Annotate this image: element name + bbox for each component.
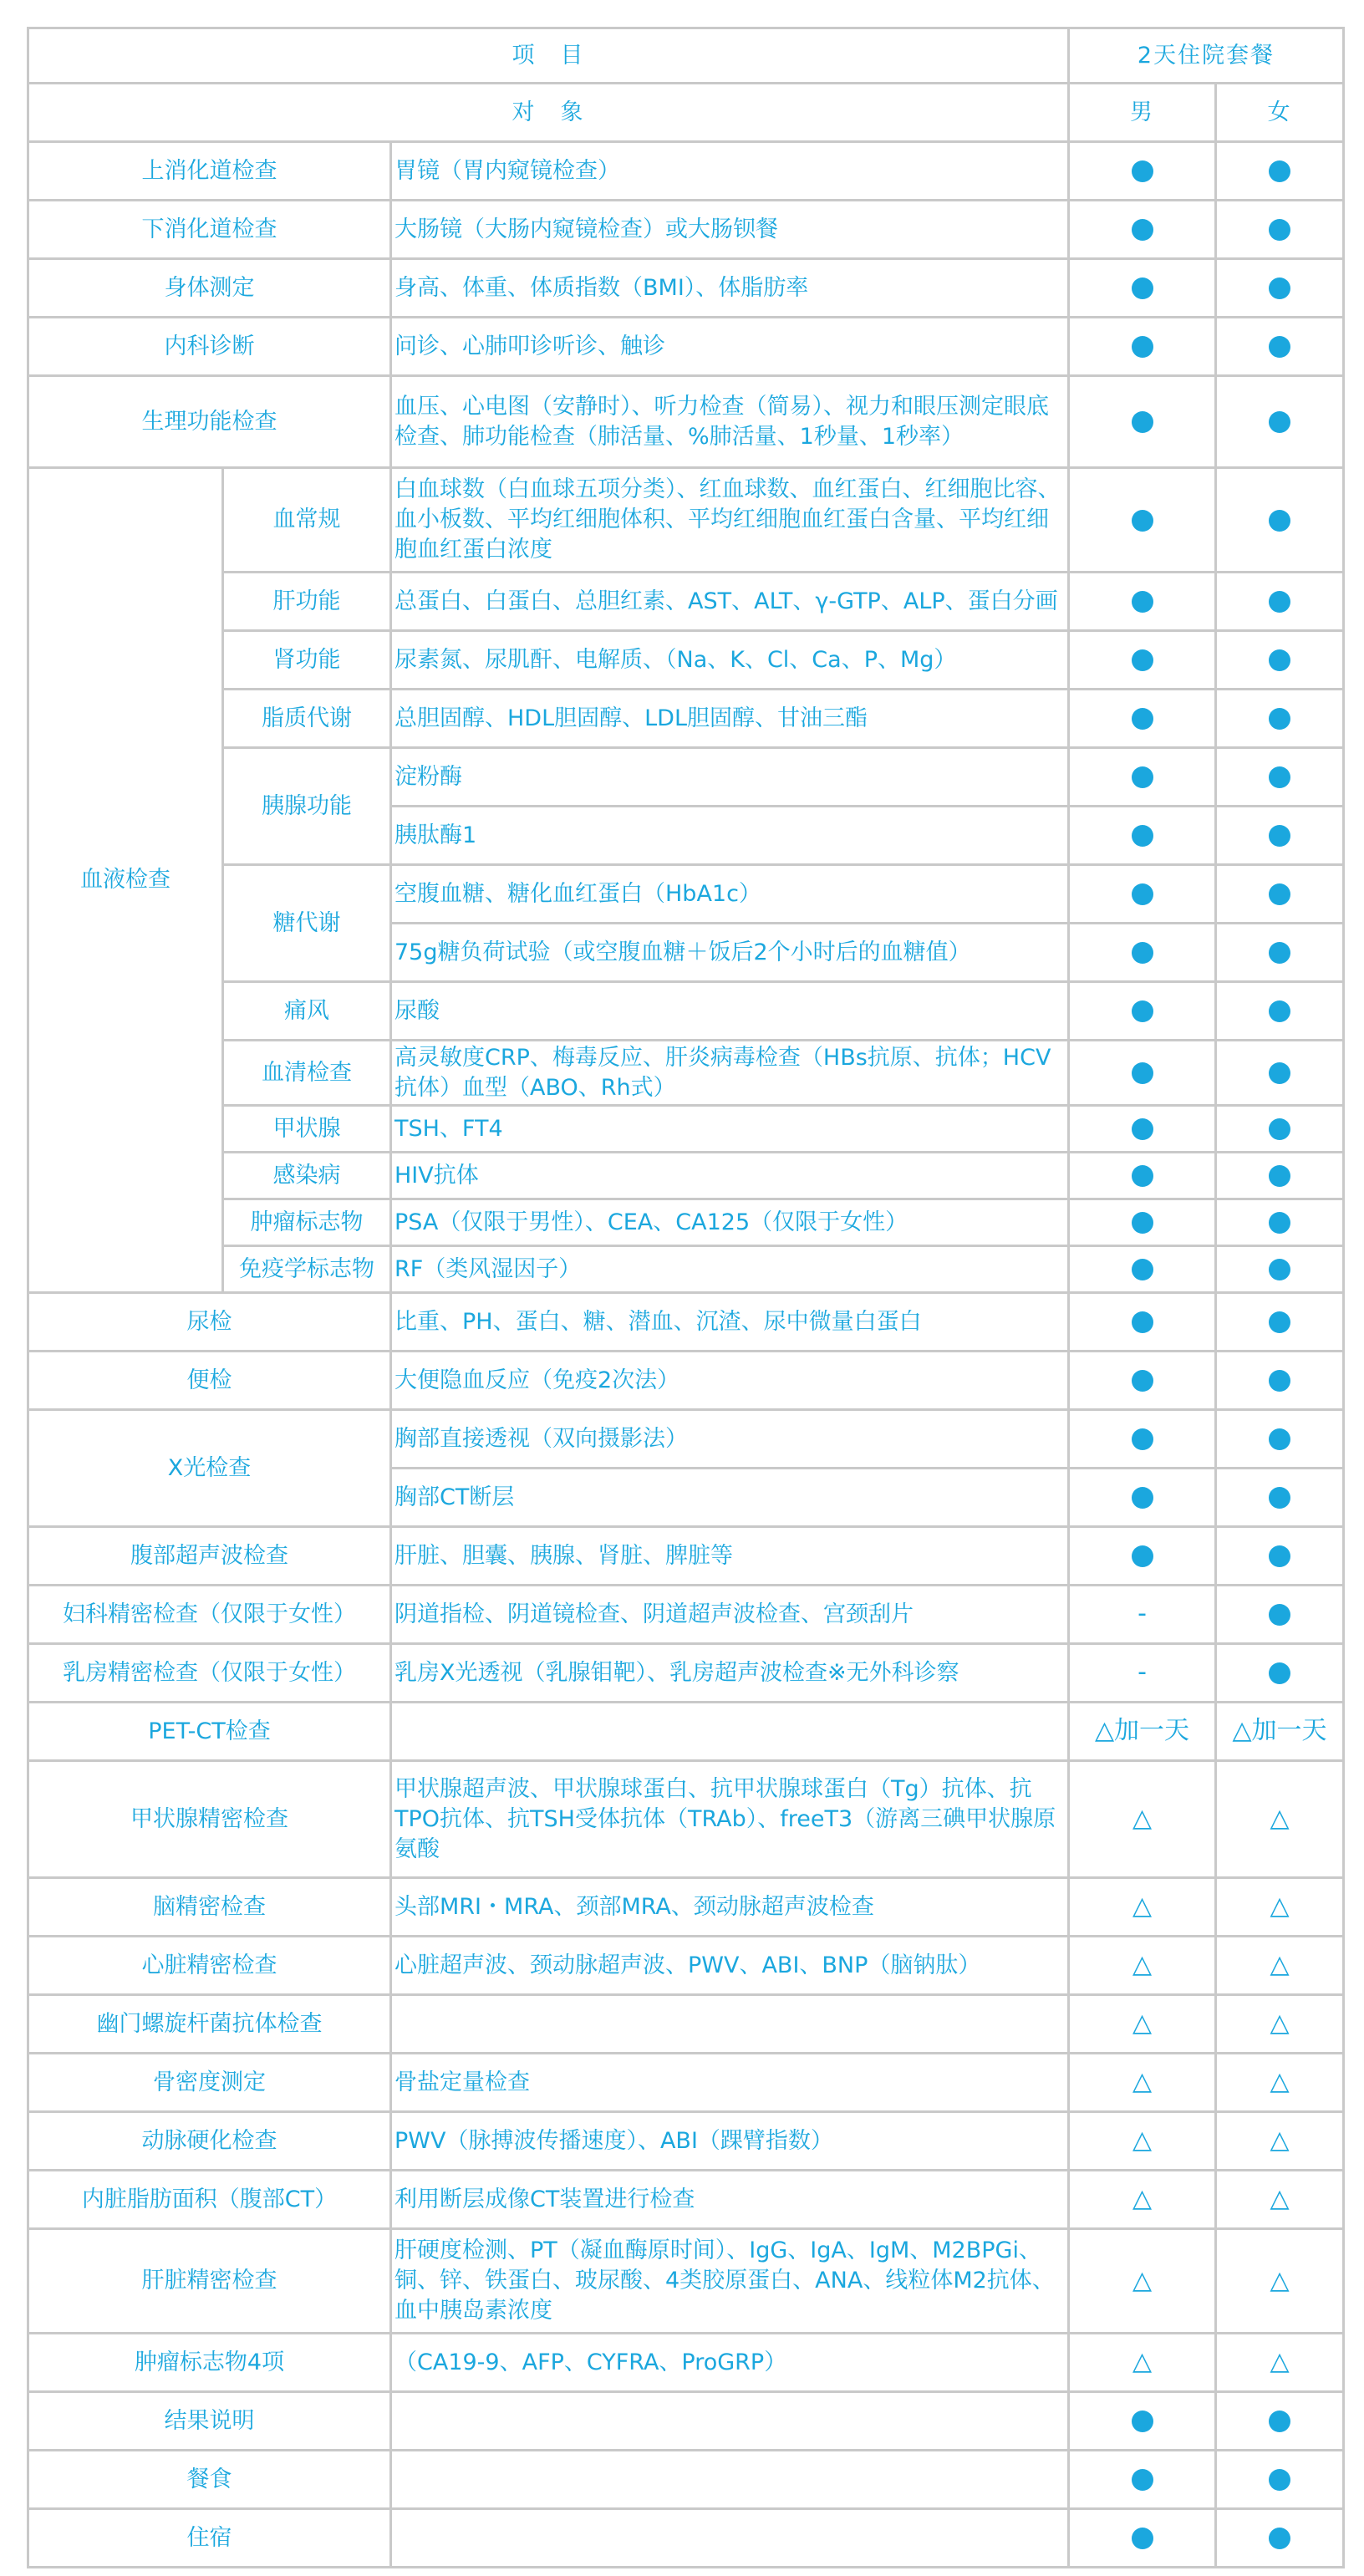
female-mark-cell <box>1216 1527 1344 1586</box>
female-mark-cell <box>1216 1041 1344 1106</box>
female-mark-cell <box>1216 2229 1344 2334</box>
items-cell: 胃镜（胃内窥镜检查） <box>391 142 1069 201</box>
included-dot-icon <box>1269 649 1290 671</box>
female-mark-cell <box>1216 1153 1344 1199</box>
items-cell: 高灵敏度CRP、梅毒反应、肝炎病毒检查（HBs抗原、抗体；HCV抗体）血型（ABO、Rh式） <box>391 1041 1069 1106</box>
included-dot-icon <box>1269 1212 1290 1234</box>
included-dot-icon <box>1269 825 1290 847</box>
female-mark-cell <box>1216 1761 1344 1878</box>
male-mark-cell <box>1069 142 1216 201</box>
blood-sub-cell: 痛风 <box>223 982 391 1041</box>
table-body <box>28 28 1344 2568</box>
included-dot-icon <box>1269 1118 1290 1140</box>
optional-mark: △ <box>1132 1804 1153 1833</box>
optional-mark: △ <box>1132 1891 1153 1921</box>
included-dot-icon <box>1132 1370 1153 1392</box>
female-mark-cell <box>1216 865 1344 924</box>
male-mark-cell <box>1069 318 1216 376</box>
category-cell: 餐食 <box>28 2451 391 2509</box>
male-mark-cell <box>1069 259 1216 318</box>
included-dot-icon <box>1269 942 1290 964</box>
optional-mark: △ <box>1270 1950 1290 1979</box>
male-mark-cell <box>1069 2451 1216 2509</box>
category-cell: 便检 <box>28 1352 391 1410</box>
category-cell: 下消化道检查 <box>28 201 391 259</box>
table-row <box>28 748 1344 807</box>
items-cell: 乳房X光透视（乳腺钼靶）、乳房超声波检查※无外科诊察 <box>391 1644 1069 1703</box>
female-mark-cell <box>1216 748 1344 807</box>
included-dot-icon <box>1269 1000 1290 1022</box>
included-dot-icon <box>1132 1118 1153 1140</box>
optional-mark: △ <box>1132 2067 1153 2096</box>
table-row <box>28 2392 1344 2451</box>
included-dot-icon <box>1132 411 1153 433</box>
included-dot-icon <box>1269 1311 1290 1333</box>
optional-mark: △ <box>1132 1950 1153 1979</box>
items-cell: PSA（仅限于男性）、CEA、CA125（仅限于女性） <box>391 1199 1069 1246</box>
included-dot-icon <box>1132 591 1153 613</box>
female-mark-cell <box>1216 982 1344 1041</box>
included-dot-icon <box>1269 1662 1290 1684</box>
optional-mark: △ <box>1132 2008 1153 2038</box>
female-mark-cell <box>1216 690 1344 748</box>
male-mark-cell <box>1069 2229 1216 2334</box>
included-dot-icon <box>1132 219 1153 241</box>
included-dot-icon <box>1132 2469 1153 2491</box>
included-dot-icon <box>1132 1487 1153 1509</box>
included-dot-icon <box>1132 1311 1153 1333</box>
table-row <box>28 1106 1344 1153</box>
table-row <box>28 865 1344 924</box>
included-dot-icon <box>1132 1212 1153 1234</box>
male-mark-cell <box>1069 807 1216 865</box>
optional-mark: △加一天 <box>1094 1716 1190 1745</box>
items-cell: 问诊、心肺叩诊听诊、触诊 <box>391 318 1069 376</box>
table-row <box>28 690 1344 748</box>
female-mark-cell <box>1216 573 1344 631</box>
optional-mark: △ <box>1270 2265 1290 2295</box>
category-cell: 腹部超声波检查 <box>28 1527 391 1586</box>
included-dot-icon <box>1132 942 1153 964</box>
optional-mark: △ <box>1270 1804 1290 1833</box>
table-row <box>28 376 1344 468</box>
table-row <box>28 573 1344 631</box>
items-cell: PWV（脉搏波传播速度）、ABI（踝臂指数） <box>391 2112 1069 2171</box>
table-row <box>28 2334 1344 2392</box>
male-mark-cell <box>1069 1644 1216 1703</box>
male-mark-cell <box>1069 865 1216 924</box>
blood-sub-cell: 免疫学标志物 <box>223 1246 391 1293</box>
table-row <box>28 201 1344 259</box>
female-mark-cell <box>1216 1703 1344 1761</box>
male-mark-cell <box>1069 2171 1216 2229</box>
category-cell: 幽门螺旋杆菌抗体检查 <box>28 1995 391 2054</box>
header-row-target <box>28 84 1344 142</box>
optional-mark: △ <box>1270 1891 1290 1921</box>
female-mark-cell <box>1216 2392 1344 2451</box>
included-dot-icon <box>1132 1062 1153 1084</box>
male-mark-cell <box>1069 468 1216 573</box>
male-mark-cell <box>1069 1761 1216 1878</box>
items-cell: 阴道指检、阴道镜检查、阴道超声波检查、宫颈刮片 <box>391 1586 1069 1644</box>
items-cell: 总胆固醇、HDL胆固醇、LDL胆固醇、甘油三酯 <box>391 690 1069 748</box>
included-dot-icon <box>1269 277 1290 299</box>
included-dot-icon <box>1269 2528 1290 2549</box>
xray-cell: X光检查 <box>28 1410 391 1527</box>
included-dot-icon <box>1132 2411 1153 2432</box>
blood-sub-cell: 血清检查 <box>223 1041 391 1106</box>
female-mark-cell <box>1216 2054 1344 2112</box>
male-mark-cell <box>1069 201 1216 259</box>
table-row <box>28 2229 1344 2334</box>
female-mark-cell <box>1216 807 1344 865</box>
female-mark-cell <box>1216 1878 1344 1937</box>
included-dot-icon <box>1132 825 1153 847</box>
included-dot-icon <box>1132 2528 1153 2549</box>
table-row <box>28 1878 1344 1937</box>
included-dot-icon <box>1132 708 1153 730</box>
category-cell: 内科诊断 <box>28 318 391 376</box>
male-mark-cell <box>1069 2054 1216 2112</box>
exam-package-table <box>27 27 1345 2568</box>
male-mark-cell <box>1069 2509 1216 2568</box>
category-cell: 妇科精密检查（仅限于女性） <box>28 1586 391 1644</box>
included-dot-icon <box>1269 1545 1290 1567</box>
optional-mark: △ <box>1270 2008 1290 2038</box>
not-applicable-mark: - <box>1138 1657 1147 1687</box>
items-cell: 75g糖负荷试验（或空腹血糖＋饭后2个小时后的血糖值） <box>391 924 1069 982</box>
blood-sub-cell: 胰腺功能 <box>223 748 391 865</box>
blood-sub-cell: 肾功能 <box>223 631 391 690</box>
male-mark-cell <box>1069 1527 1216 1586</box>
category-cell: PET-CT检查 <box>28 1703 391 1761</box>
category-cell: 上消化道检查 <box>28 142 391 201</box>
male-mark-cell <box>1069 1352 1216 1410</box>
table-row <box>28 1761 1344 1878</box>
included-dot-icon <box>1132 277 1153 299</box>
male-mark-cell <box>1069 376 1216 468</box>
category-cell: 肿瘤标志物4项 <box>28 2334 391 2392</box>
included-dot-icon <box>1269 766 1290 788</box>
category-cell: 结果说明 <box>28 2392 391 2451</box>
items-cell: （CA19-9、AFP、CYFRA、ProGRP） <box>391 2334 1069 2392</box>
items-cell: 肝脏、胆囊、胰腺、肾脏、脾脏等 <box>391 1527 1069 1586</box>
items-cell: 比重、PH、蛋白、糖、潜血、沉渣、尿中微量白蛋白 <box>391 1293 1069 1352</box>
header-row-item <box>28 28 1344 84</box>
table-row <box>28 1703 1344 1761</box>
female-mark-cell <box>1216 376 1344 468</box>
included-dot-icon <box>1269 1428 1290 1450</box>
male-mark-cell <box>1069 1153 1216 1199</box>
included-dot-icon <box>1269 2469 1290 2491</box>
male-mark-cell <box>1069 1199 1216 1246</box>
included-dot-icon <box>1269 883 1290 905</box>
optional-mark: △ <box>1270 2125 1290 2155</box>
male-mark-cell <box>1069 748 1216 807</box>
optional-mark: △ <box>1132 2184 1153 2213</box>
optional-mark: △ <box>1132 2347 1153 2376</box>
items-cell: 胸部直接透视（双向摄影法） <box>391 1410 1069 1469</box>
female-mark-cell <box>1216 259 1344 318</box>
included-dot-icon <box>1132 1165 1153 1187</box>
items-cell: 身高、体重、体质指数（BMI）、体脂肪率 <box>391 259 1069 318</box>
female-mark-cell <box>1216 2334 1344 2392</box>
female-mark-cell <box>1216 1995 1344 2054</box>
category-cell: 脑精密检查 <box>28 1878 391 1937</box>
items-cell: 甲状腺超声波、甲状腺球蛋白、抗甲状腺球蛋白（Tg）抗体、抗TPO抗体、抗TSH受体抗体（TRAb）、freeT3（游离三碘甲状腺原氨酸 <box>391 1761 1069 1878</box>
female-mark-cell <box>1216 1644 1344 1703</box>
male-mark-cell <box>1069 2112 1216 2171</box>
optional-mark: △ <box>1132 2125 1153 2155</box>
items-cell: 头部MRI・MRA、颈部MRA、颈动脉超声波检查 <box>391 1878 1069 1937</box>
female-mark-cell <box>1216 1937 1344 1995</box>
items-cell: 大肠镜（大肠内窥镜检查）或大肠钡餐 <box>391 201 1069 259</box>
table-row <box>28 259 1344 318</box>
blood-sub-cell: 感染病 <box>223 1153 391 1199</box>
table-row <box>28 2171 1344 2229</box>
items-cell: RF（类风湿因子） <box>391 1246 1069 1293</box>
male-mark-cell <box>1069 1106 1216 1153</box>
male-mark-cell <box>1069 1469 1216 1527</box>
table-row <box>28 1644 1344 1703</box>
included-dot-icon <box>1132 1259 1153 1280</box>
items-cell <box>391 2451 1069 2509</box>
included-dot-icon <box>1132 160 1153 182</box>
female-mark-cell <box>1216 468 1344 573</box>
table-row <box>28 1293 1344 1352</box>
items-cell: 尿素氮、尿肌酐、电解质、（Na、K、Cl、Ca、P、Mg） <box>391 631 1069 690</box>
items-cell: 尿酸 <box>391 982 1069 1041</box>
included-dot-icon <box>1132 1000 1153 1022</box>
table-row <box>28 1041 1344 1106</box>
included-dot-icon <box>1269 336 1290 358</box>
male-mark-cell <box>1069 1246 1216 1293</box>
items-cell: 大便隐血反应（免疫2次法） <box>391 1352 1069 1410</box>
male-mark-cell <box>1069 2334 1216 2392</box>
table-row <box>28 1410 1344 1469</box>
female-header: 女 <box>1216 84 1344 142</box>
table-row <box>28 2451 1344 2509</box>
male-mark-cell <box>1069 1703 1216 1761</box>
female-mark-cell <box>1216 2509 1344 2568</box>
female-mark-cell <box>1216 1293 1344 1352</box>
not-applicable-mark: - <box>1138 1599 1147 1628</box>
blood-sub-cell: 肿瘤标志物 <box>223 1199 391 1246</box>
table-row <box>28 318 1344 376</box>
table-row <box>28 1246 1344 1293</box>
female-mark-cell <box>1216 1586 1344 1644</box>
male-mark-cell <box>1069 982 1216 1041</box>
items-cell: 血压、心电图（安静时）、听力检查（简易）、视力和眼压测定眼底检查、肺功能检查（肺活量、%肺活量、1秒量、1秒率） <box>391 376 1069 468</box>
blood-sub-cell: 脂质代谢 <box>223 690 391 748</box>
male-mark-cell <box>1069 1937 1216 1995</box>
included-dot-icon <box>1132 883 1153 905</box>
items-cell: 肝硬度检测、PT（凝血酶原时间）、IgG、IgA、IgM、M2BPGi、铜、锌、铁蛋白、玻尿酸、4类胶原蛋白、ANA、线粒体M2抗体、血中胰岛素浓度 <box>391 2229 1069 2334</box>
male-mark-cell <box>1069 690 1216 748</box>
female-mark-cell <box>1216 2171 1344 2229</box>
blood-sub-cell: 甲状腺 <box>223 1106 391 1153</box>
table-row <box>28 468 1344 573</box>
included-dot-icon <box>1132 766 1153 788</box>
table-row <box>28 1352 1344 1410</box>
female-mark-cell <box>1216 1246 1344 1293</box>
included-dot-icon <box>1269 708 1290 730</box>
included-dot-icon <box>1132 649 1153 671</box>
table-row <box>28 1995 1344 2054</box>
female-mark-cell <box>1216 318 1344 376</box>
items-cell <box>391 1995 1069 2054</box>
category-cell: 乳房精密检查（仅限于女性） <box>28 1644 391 1703</box>
items-cell: 胸部CT断层 <box>391 1469 1069 1527</box>
male-mark-cell <box>1069 573 1216 631</box>
included-dot-icon <box>1269 1165 1290 1187</box>
table-row <box>28 1527 1344 1586</box>
category-cell: 尿检 <box>28 1293 391 1352</box>
female-mark-cell <box>1216 1199 1344 1246</box>
included-dot-icon <box>1269 219 1290 241</box>
included-dot-icon <box>1132 1545 1153 1567</box>
included-dot-icon <box>1269 591 1290 613</box>
blood-group-cell: 血液检查 <box>28 468 223 1293</box>
items-cell <box>391 2509 1069 2568</box>
male-mark-cell <box>1069 924 1216 982</box>
table-row <box>28 1199 1344 1246</box>
items-cell: 白血球数（白血球五项分类）、红血球数、血红蛋白、红细胞比容、血小板数、平均红细胞体积、平均红细胞血红蛋白含量、平均红细胞血红蛋白浓度 <box>391 468 1069 573</box>
category-cell: 身体测定 <box>28 259 391 318</box>
table-row <box>28 982 1344 1041</box>
male-mark-cell <box>1069 1410 1216 1469</box>
female-mark-cell <box>1216 1106 1344 1153</box>
optional-mark: △加一天 <box>1232 1716 1327 1745</box>
items-cell: 总蛋白、白蛋白、总胆红素、AST、ALT、γ-GTP、ALP、蛋白分画 <box>391 573 1069 631</box>
male-mark-cell <box>1069 631 1216 690</box>
male-mark-cell <box>1069 1878 1216 1937</box>
blood-sub-cell: 血常规 <box>223 468 391 573</box>
table-row <box>28 631 1344 690</box>
items-cell: 利用断层成像CT装置进行检查 <box>391 2171 1069 2229</box>
male-mark-cell <box>1069 2392 1216 2451</box>
items-cell <box>391 1703 1069 1761</box>
optional-mark: △ <box>1270 2067 1290 2096</box>
female-mark-cell <box>1216 1469 1344 1527</box>
male-mark-cell <box>1069 1293 1216 1352</box>
female-mark-cell <box>1216 631 1344 690</box>
items-cell <box>391 2392 1069 2451</box>
female-mark-cell <box>1216 201 1344 259</box>
table-row <box>28 2112 1344 2171</box>
category-cell: 骨密度测定 <box>28 2054 391 2112</box>
included-dot-icon <box>1269 1487 1290 1509</box>
female-mark-cell <box>1216 1352 1344 1410</box>
male-header: 男 <box>1069 84 1216 142</box>
category-cell: 心脏精密检查 <box>28 1937 391 1995</box>
category-cell: 内脏脂肪面积（腹部CT） <box>28 2171 391 2229</box>
category-cell: 生理功能检查 <box>28 376 391 468</box>
table-row <box>28 2509 1344 2568</box>
female-mark-cell <box>1216 2112 1344 2171</box>
female-mark-cell <box>1216 924 1344 982</box>
female-mark-cell <box>1216 2451 1344 2509</box>
items-cell: 心脏超声波、颈动脉超声波、PWV、ABI、BNP（脑钠肽） <box>391 1937 1069 1995</box>
items-cell: HIV抗体 <box>391 1153 1069 1199</box>
category-cell: 动脉硬化检查 <box>28 2112 391 2171</box>
included-dot-icon <box>1269 510 1290 532</box>
table-row <box>28 1937 1344 1995</box>
female-mark-cell <box>1216 142 1344 201</box>
table-row <box>28 1153 1344 1199</box>
item-header: 项 目 <box>28 28 1069 84</box>
items-cell: 胰肽酶1 <box>391 807 1069 865</box>
items-cell: TSH、FT4 <box>391 1106 1069 1153</box>
optional-mark: △ <box>1132 2265 1153 2295</box>
category-cell: 甲状腺精密检查 <box>28 1761 391 1878</box>
included-dot-icon <box>1269 2411 1290 2432</box>
male-mark-cell <box>1069 1041 1216 1106</box>
included-dot-icon <box>1132 510 1153 532</box>
category-cell: 住宿 <box>28 2509 391 2568</box>
table-row <box>28 1586 1344 1644</box>
female-mark-cell <box>1216 1410 1344 1469</box>
category-cell: 肝脏精密检查 <box>28 2229 391 2334</box>
items-cell: 空腹血糖、糖化血红蛋白（HbA1c） <box>391 865 1069 924</box>
blood-sub-cell: 糖代谢 <box>223 865 391 982</box>
included-dot-icon <box>1269 411 1290 433</box>
included-dot-icon <box>1269 1370 1290 1392</box>
package-header: 2天住院套餐 <box>1069 28 1344 84</box>
male-mark-cell <box>1069 1586 1216 1644</box>
included-dot-icon <box>1269 1259 1290 1280</box>
items-cell: 淀粉酶 <box>391 748 1069 807</box>
target-header: 对 象 <box>28 84 1069 142</box>
optional-mark: △ <box>1270 2347 1290 2376</box>
included-dot-icon <box>1269 1604 1290 1626</box>
items-cell: 骨盐定量检查 <box>391 2054 1069 2112</box>
included-dot-icon <box>1269 160 1290 182</box>
included-dot-icon <box>1269 1062 1290 1084</box>
table-row <box>28 2054 1344 2112</box>
included-dot-icon <box>1132 1428 1153 1450</box>
male-mark-cell <box>1069 1995 1216 2054</box>
table-row <box>28 142 1344 201</box>
blood-sub-cell: 肝功能 <box>223 573 391 631</box>
optional-mark: △ <box>1270 2184 1290 2213</box>
included-dot-icon <box>1132 336 1153 358</box>
